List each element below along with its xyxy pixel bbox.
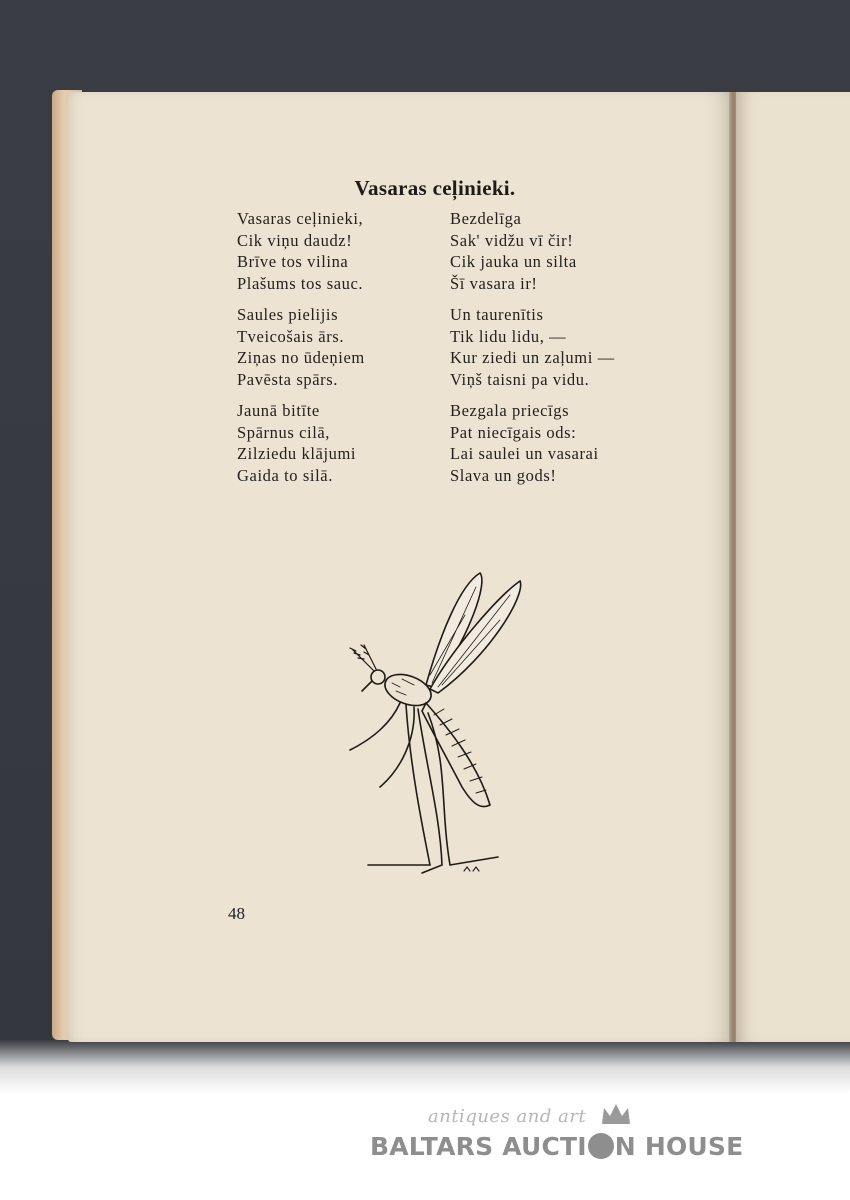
- poem-line: Cik jauka un silta: [450, 252, 577, 271]
- watermark-title: [370, 1132, 743, 1161]
- poem-line: Viņš taisni pa vidu.: [450, 369, 590, 389]
- poem-line: Vasaras ceļinieki,: [237, 209, 364, 228]
- poem-line: Gaida to silā.: [237, 465, 333, 485]
- crown-icon: [599, 1102, 633, 1128]
- poem-line: Jaunā bitīte: [237, 401, 320, 420]
- watermark-o-glyph: [588, 1133, 614, 1159]
- stanza: [450, 400, 615, 486]
- poem-line: Tik lidu lidu, —: [450, 326, 567, 346]
- stanza: [237, 400, 365, 486]
- watermark-title-start: BALTARS AUCTI: [370, 1132, 587, 1161]
- poem-line: Plašums tos sauc.: [237, 273, 364, 293]
- poem-line: Bezdelīga: [450, 209, 522, 228]
- poem-title: Vasaras ceļinieki.: [354, 176, 516, 200]
- poem-line: Pavēsta spārs.: [237, 369, 338, 389]
- poem-line: Bezgala priecīgs: [450, 401, 570, 420]
- poem-line: Šī vasara ir!: [450, 273, 538, 293]
- watermark-title-end: N HOUSE: [614, 1132, 744, 1161]
- poem-line: Zilziedu klājumi: [237, 444, 357, 463]
- stanza: [450, 208, 615, 294]
- poem-line: Tveicošais ārs.: [237, 326, 345, 346]
- right-page: [736, 92, 850, 1042]
- stanza: [237, 304, 365, 390]
- poem-line: Pat niecīgais ods:: [450, 422, 577, 442]
- poem-line: Un taurenītis: [450, 305, 544, 324]
- auction-watermark: [370, 1102, 770, 1172]
- poem-line: Sak' vidžu vī čir!: [450, 230, 574, 250]
- poem-line: Slava un gods!: [450, 465, 557, 485]
- poem-line: Brīve tos vilina: [237, 252, 349, 271]
- poem-right-column: [450, 208, 615, 496]
- page-number: 48: [228, 904, 245, 923]
- poem-line: Lai saulei un vasarai: [450, 444, 599, 463]
- poem-line: Cik viņu daudz!: [237, 230, 353, 250]
- stanza: [450, 304, 615, 390]
- watermark-subtitle: antiques and art: [428, 1106, 587, 1127]
- poem-line: Saules pielijis: [237, 305, 339, 324]
- poem-line: Spārnus cilā,: [237, 422, 331, 442]
- poem-line: Kur ziedi un zaļumi —: [450, 348, 615, 367]
- stanza: [237, 208, 365, 294]
- mosquito-illustration: [330, 565, 530, 885]
- poem-left-column: [237, 208, 365, 496]
- poem-line: Ziņas no ūdeņiem: [237, 348, 365, 367]
